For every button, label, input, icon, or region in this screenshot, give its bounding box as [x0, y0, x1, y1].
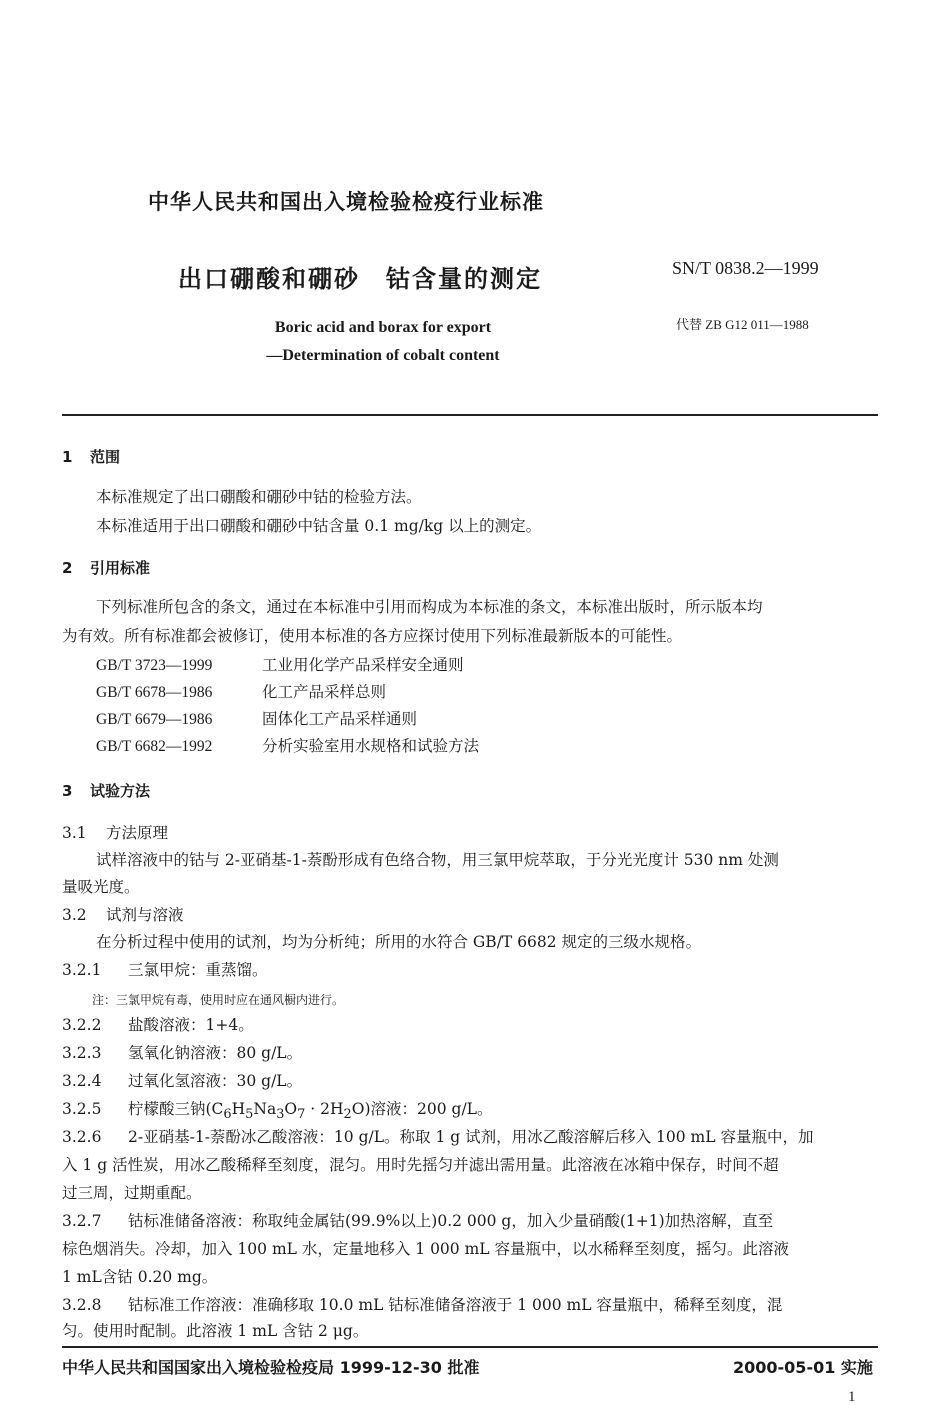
- replaces-standard: 代替 ZB G12 011—1988: [676, 317, 809, 332]
- section-number: 2: [62, 559, 73, 577]
- item-text: 2-亚硝基-1-萘酚冰乙酸溶液：10 g/L。称取 1 g 试剂，用冰乙酸溶解后移入 100 mL 容量瓶中，加: [128, 1128, 814, 1146]
- subsection-3-1-line-2: 量吸光度。: [62, 878, 140, 896]
- top-rule: [62, 414, 878, 416]
- section-number: 3: [62, 782, 73, 800]
- reference-name: 分析实验室用水规格和试验方法: [262, 737, 480, 755]
- item-3-2-7-line-3: 1 mL含钴 0.20 mg。: [62, 1268, 218, 1286]
- reference-name: 工业用化学产品采样安全通则: [262, 656, 464, 674]
- item-number: 3.2.2: [62, 1016, 102, 1034]
- reference-code: GB/T 3723—1999: [96, 657, 213, 674]
- section-2-text-line-2: 为有效。所有标准都会被修订，使用本标准的各方应探讨使用下列标准最新版本的可能性。: [62, 627, 683, 645]
- section-1-paragraph-1: 本标准规定了出口硼酸和硼砂中钴的检验方法。: [96, 488, 422, 506]
- reference-code: GB/T 6682—1992: [96, 738, 213, 755]
- implementation-date: 2000-05-01 实施: [733, 1358, 873, 1377]
- note-text: 注：三氯甲烷有毒，使用时应在通风橱内进行。: [92, 993, 345, 1007]
- item-3-2-6: [62, 1122, 813, 1152]
- section-1-heading: [62, 446, 120, 467]
- bottom-rule: [62, 1346, 878, 1348]
- subsection-title: 试剂与溶液: [106, 906, 184, 924]
- item-number: 3.2.5: [62, 1100, 102, 1118]
- item-3-2-6-line-3: 过三周，过期重配。: [62, 1184, 202, 1202]
- standard-number: SN/T 0838.2—1999: [672, 258, 819, 278]
- section-title: 引用标准: [90, 559, 151, 577]
- reference-name: 化工产品采样总则: [262, 683, 387, 701]
- item-number: 3.2.7: [62, 1212, 102, 1230]
- english-title-line-2: —Determination of cobalt content: [266, 347, 500, 364]
- item-3-2-7-line-2: 棕色烟消失。冷却，加入 100 mL 水，定量地移入 1 000 mL 容量瓶中，以水稀释至刻度，摇匀。此溶液: [62, 1240, 790, 1258]
- subsection-3-2-line-1: 在分析过程中使用的试剂，均为分析纯；所用的水符合 GB/T 6682 规定的三级水规格。: [96, 933, 702, 951]
- reference-item: [96, 731, 479, 762]
- reference-code: GB/T 6678—1986: [96, 684, 213, 701]
- english-title: [0, 314, 766, 370]
- item-number: 3.2.8: [62, 1296, 102, 1314]
- section-title: 范围: [90, 448, 121, 466]
- section-3-heading: [62, 780, 150, 801]
- item-text: 三氯甲烷：重蒸馏。: [128, 961, 268, 979]
- item-text: 钴标准储备溶液：称取纯金属钴(99.9%以上)0.2 000 g，加入少量硝酸(1+1)加热溶解，直至: [128, 1212, 774, 1230]
- item-text: 过氧化氢溶液：30 g/L。: [128, 1072, 303, 1090]
- subsection-number: 3.1: [62, 824, 87, 842]
- section-1-paragraph-2: 本标准适用于出口硼酸和硼砂中钴含量 0.1 mg/kg 以上的测定。: [96, 517, 542, 535]
- approval-statement: 中华人民共和国国家出入境检验检疫局 1999-12-30 批准: [62, 1358, 480, 1377]
- item-text: 柠檬酸三钠$(C_6H_5Na_3O_7 \cdot 2H_2O)$溶液：200 g/L。: [128, 1100, 493, 1123]
- header-organization: 中华人民共和国出入境检验检疫行业标准: [148, 190, 544, 214]
- item-number: 3.2.3: [62, 1044, 102, 1062]
- item-3-2-3: [62, 1038, 302, 1068]
- item-3-2-6-line-2: 入 1 g 活性炭，用冰乙酸稀释至刻度，混匀。用时先摇匀并滤出需用量。此溶液在冰箱中保存，时间不超: [62, 1156, 779, 1174]
- section-number: 1: [62, 448, 73, 466]
- reference-name: 固体化工产品采样通则: [262, 710, 418, 728]
- item-3-2-7: [62, 1206, 773, 1236]
- subsection-3-2-heading: [62, 900, 184, 930]
- item-3-2-4: [62, 1066, 302, 1096]
- subsection-number: 3.2: [62, 906, 87, 924]
- item-text: 盐酸溶液：1+4。: [128, 1016, 254, 1034]
- item-number: 3.2.4: [62, 1072, 102, 1090]
- item-text: 氢氧化钠溶液：80 g/L。: [128, 1044, 303, 1062]
- subsection-3-1-heading: [62, 818, 168, 848]
- english-title-line-1: Boric acid and borax for export: [274, 319, 492, 336]
- section-2-text-line-1: 下列标准所包含的条文，通过在本标准中引用而构成为本标准的条文，本标准出版时，所示版本均: [96, 598, 763, 616]
- section-2-heading: [62, 557, 150, 578]
- item-3-2-1: [62, 955, 268, 985]
- subsection-3-1-line-1: 试样溶液中的钴与 2-亚硝基-1-萘酚形成有色络合物，用三氯甲烷萃取，于分光光度计 530 nm 处测: [96, 851, 779, 869]
- item-number: 3.2.6: [62, 1128, 102, 1146]
- page-number: 1: [848, 1389, 856, 1405]
- section-title: 试验方法: [90, 782, 151, 800]
- item-number: 3.2.1: [62, 961, 102, 979]
- document-title: 出口硼酸和硼砂 钴含量的测定: [178, 265, 542, 293]
- item-3-2-8-line-2: 匀。使用时配制。此溶液 1 mL 含钴 2 μg。: [62, 1322, 369, 1340]
- item-text: 钴标准工作溶液：准确移取 10.0 mL 钴标准储备溶液于 1 000 mL 容量瓶中，稀释至刻度，混: [128, 1296, 783, 1314]
- item-3-2-2: [62, 1010, 254, 1040]
- subsection-title: 方法原理: [106, 824, 169, 842]
- reference-code: GB/T 6679—1986: [96, 711, 213, 728]
